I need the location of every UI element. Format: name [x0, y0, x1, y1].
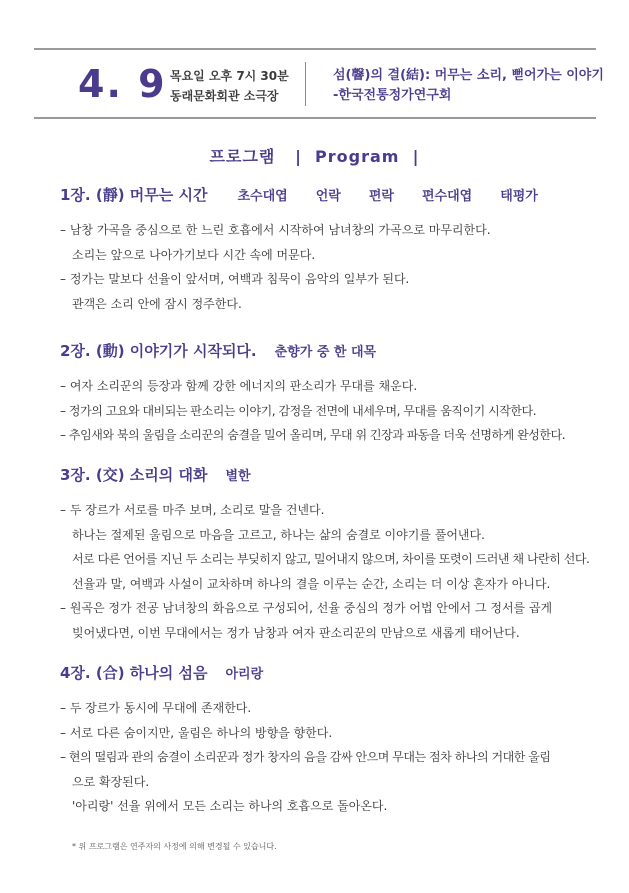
- section-title: 4장. (合) 하나의 섬음: [60, 663, 208, 682]
- work-title: 편수대엽: [421, 188, 473, 204]
- description-line: – 두 장르가 동시에 무대에 존재한다.: [60, 696, 608, 721]
- description-line: – 정가의 고요와 대비되는 판소리는 이야기, 감정을 전면에 내세우며, 무대를 움직이기 시작한다.: [60, 399, 608, 424]
- bottom-divider: [34, 117, 596, 119]
- work-title: 초수대엽: [237, 188, 288, 204]
- section-title: 3장. (交) 소리의 대화: [60, 465, 208, 484]
- work-list: [275, 341, 404, 360]
- section-3: [60, 462, 608, 645]
- section-4: [60, 660, 608, 819]
- concert-venue: 동래문화회관 소극장: [170, 89, 279, 103]
- work-title: 아리랑: [225, 666, 264, 682]
- description-line: – 두 장르가 서로를 마주 보며, 소리로 말을 건넨다.: [60, 498, 608, 523]
- description-line: – 원곡은 정가 전공 남녀창의 화음으로 구성되어, 선율 중심의 정가 어법 안에서 그 정서를 곱게: [60, 596, 608, 621]
- section-description: [60, 374, 608, 448]
- description-line: – 추임새와 북의 울림을 소리꾼의 숨결을 밀어 올리며, 무대 위 긴장과 파동을 더욱 선명하게 완성한다.: [60, 423, 608, 448]
- section-2: [60, 338, 608, 448]
- section-description: [60, 696, 608, 819]
- description-line: 빚어냈다면, 이번 무대에서는 정가 남창과 여자 판소리꾼의 만남으로 새롭게 태어난다.: [72, 625, 520, 640]
- section-header: [60, 182, 608, 206]
- description-line: 으로 확장된다.: [72, 774, 150, 789]
- work-title: 편락: [368, 188, 394, 204]
- work-title: 언락: [315, 188, 341, 204]
- section-header: [60, 338, 608, 362]
- work-list: [225, 465, 278, 484]
- description-line: 관객은 소리 안에 잠시 정주한다.: [72, 296, 242, 311]
- concert-date: 4. 9: [78, 62, 167, 106]
- section-header: [60, 462, 608, 486]
- description-line: '아리랑' 선율 위에서 모든 소리는 하나의 호흡으로 돌아온다.: [72, 799, 388, 813]
- section-title: 2장. (動) 이야기가 시작되다.: [60, 341, 257, 360]
- header-vertical-divider: [305, 62, 306, 106]
- description-line: 서로 다른 언어를 지닌 두 소리는 부딪히지 않고, 밀어내지 않으며, 차이를 또렷이 드러낸 채 나란히 선다.: [72, 552, 590, 566]
- footnote: * 위 프로그램은 연주자의 사정에 의해 변경될 수 있습니다.: [72, 842, 277, 851]
- work-title: 별한: [225, 468, 251, 484]
- description-line: 선율과 말, 여백과 사설이 교차하며 하나의 결을 이루는 순간, 소리는 더 이상 혼자가 아니다.: [72, 576, 551, 591]
- description-line: 하나는 절제된 울림으로 마음을 고르고, 하나는 삶의 숨결로 이야기를 풀어낸다.: [72, 527, 485, 542]
- work-title: 춘향가 중 한 대목: [274, 344, 377, 360]
- section-description: [60, 498, 608, 645]
- section-header: [60, 660, 608, 684]
- concert-title: 섬(韾)의 결(結): 머무는 소리, 뻗어가는 이야기: [333, 68, 604, 83]
- description-line: – 정가는 말보다 선율이 앞서며, 여백과 침묵이 음악의 일부가 된다.: [60, 267, 608, 292]
- top-divider: [34, 48, 596, 50]
- work-list: [225, 663, 291, 682]
- performer-name: -한국전통정가연구회: [333, 88, 452, 103]
- section-description: [60, 218, 608, 316]
- concert-datetime: 목요일 오후 7시 30분: [170, 69, 289, 83]
- program-heading: 프로그램 | Program |: [209, 147, 420, 166]
- work-title: 태평가: [500, 188, 538, 204]
- description-line: – 남창 가곡을 중심으로 한 느린 호흡에서 시작하여 남녀창의 가곡으로 마무리한다.: [60, 218, 608, 243]
- section-title: 1장. (靜) 머무는 시간: [60, 185, 208, 204]
- section-1: [60, 182, 608, 316]
- description-line: – 서로 다른 숨이지만, 울림은 하나의 방향을 향한다.: [60, 721, 608, 746]
- description-line: – 여자 소리꾼의 등장과 함께 강한 에너지의 판소리가 무대를 채운다.: [60, 374, 608, 399]
- description-line: – 현의 떨림과 관의 숨결이 소리꾼과 정가 창자의 음을 감싸 안으며 무대는 점차 하나의 거대한 울림: [60, 745, 608, 770]
- description-line: 소리는 앞으로 나아가기보다 시간 속에 머문다.: [72, 247, 316, 262]
- work-list: [237, 185, 565, 204]
